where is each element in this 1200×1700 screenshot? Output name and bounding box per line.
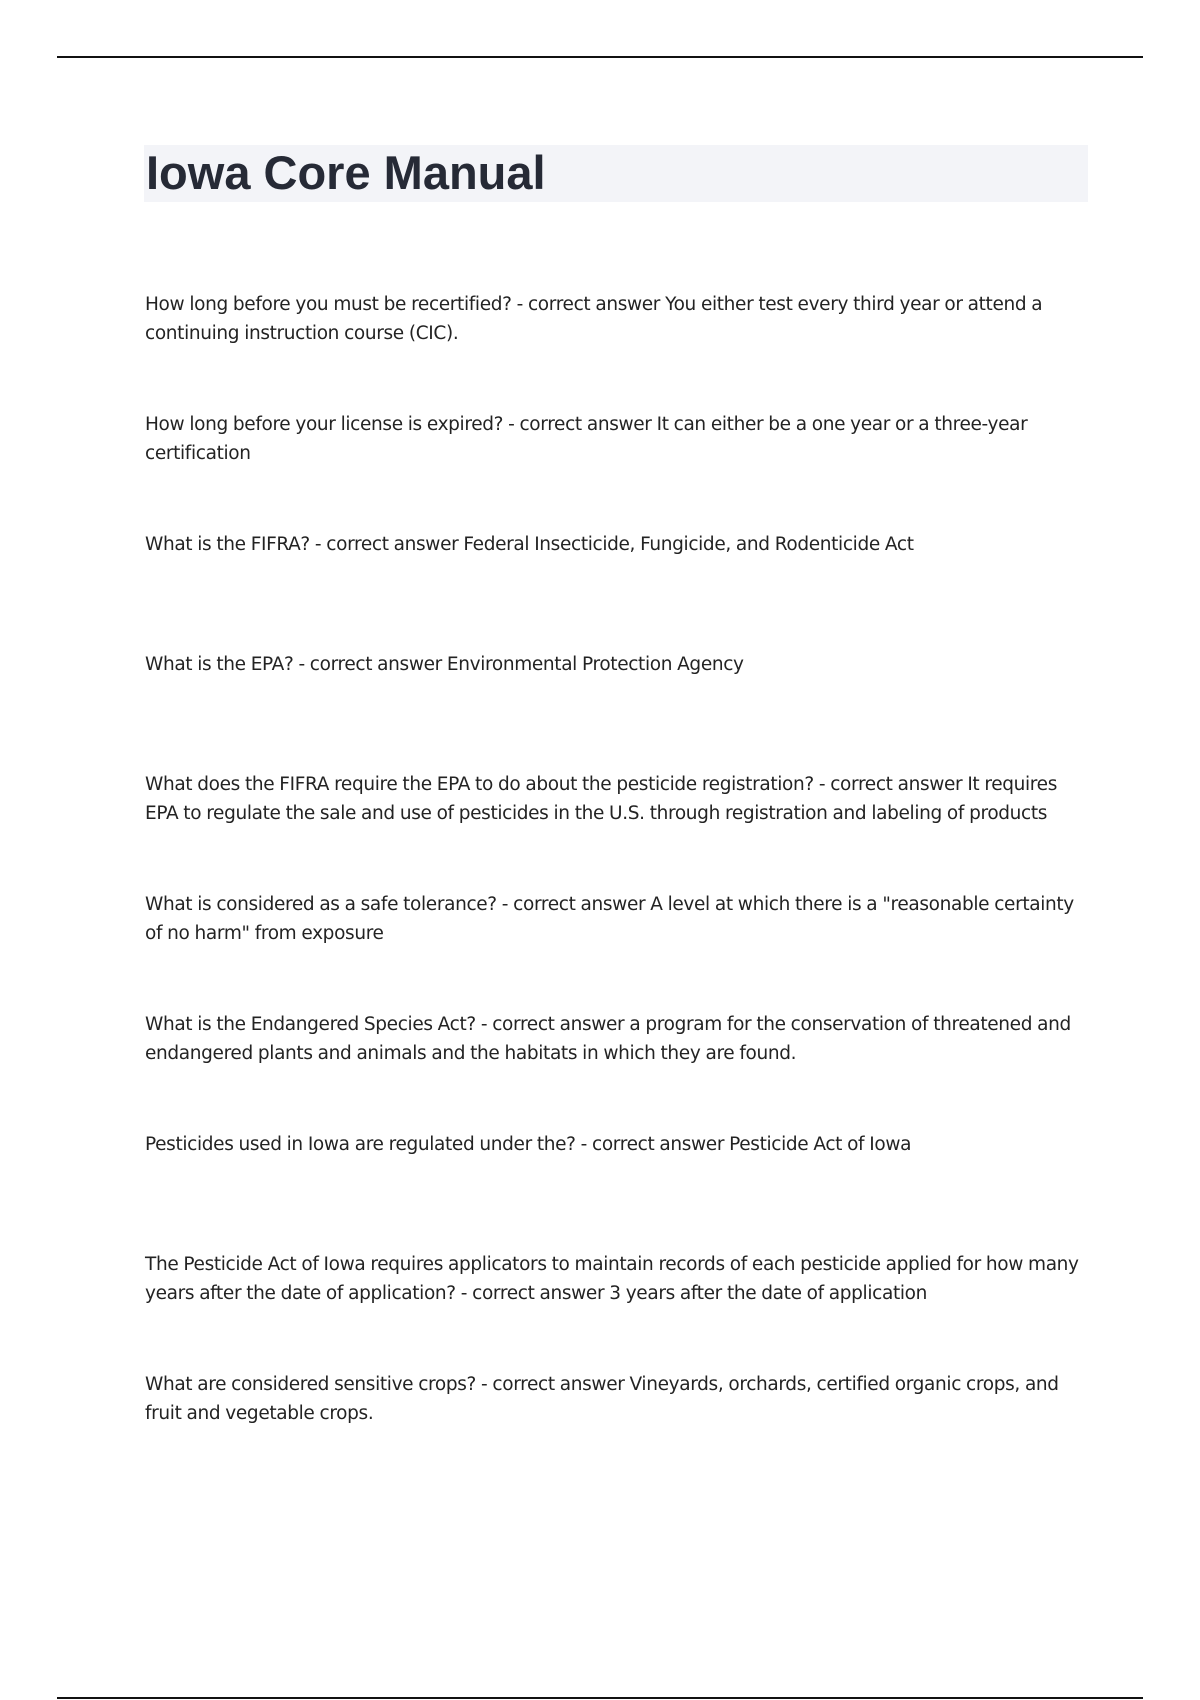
qa-item-pesticide-registration: What does the FIFRA require the EPA to do about the pesticide registration? - correct answer It requires EPA to regulate the sale and use of pesticides in the U.S. through registration and labeling of products: [145, 774, 1057, 824]
qa-list: [145, 290, 1095, 1490]
qa-item-recertification: How long before you must be recertified? - correct answer You either test every third year or attend a continuing instruction course (CIC).: [145, 294, 1043, 344]
qa-item-epa: What is the EPA? - correct answer Environmental Protection Agency: [145, 654, 744, 675]
qa-item-record-keeping: The Pesticide Act of Iowa requires applicators to maintain records of each pesticide applied for how many years after the date of application? - correct answer 3 years after the date of application: [145, 1254, 1079, 1304]
qa-item-endangered-species: What is the Endangered Species Act? - correct answer a program for the conservation of threatened and endangered plants and animals and the habitats in which they are found.: [145, 1014, 1071, 1064]
bottom-divider: [57, 1697, 1143, 1699]
qa-item-sensitive-crops: What are considered sensitive crops? - correct answer Vineyards, orchards, certified organic crops, and fruit and vegetable crops.: [145, 1374, 1059, 1424]
page-title: Iowa Core Manual: [146, 146, 546, 199]
qa-item-safe-tolerance: What is considered as a safe tolerance? - correct answer A level at which there is a "reasonable certainty of no harm" from exposure: [145, 894, 1074, 944]
top-divider: [57, 56, 1143, 58]
qa-item-iowa-regulation: Pesticides used in Iowa are regulated under the? - correct answer Pesticide Act of Iowa: [145, 1134, 912, 1155]
qa-item-license-expiry: How long before your license is expired? - correct answer It can either be a one year or a three-year certification: [145, 414, 1028, 464]
qa-item-fifra: What is the FIFRA? - correct answer Federal Insecticide, Fungicide, and Rodenticide Act: [145, 534, 914, 555]
